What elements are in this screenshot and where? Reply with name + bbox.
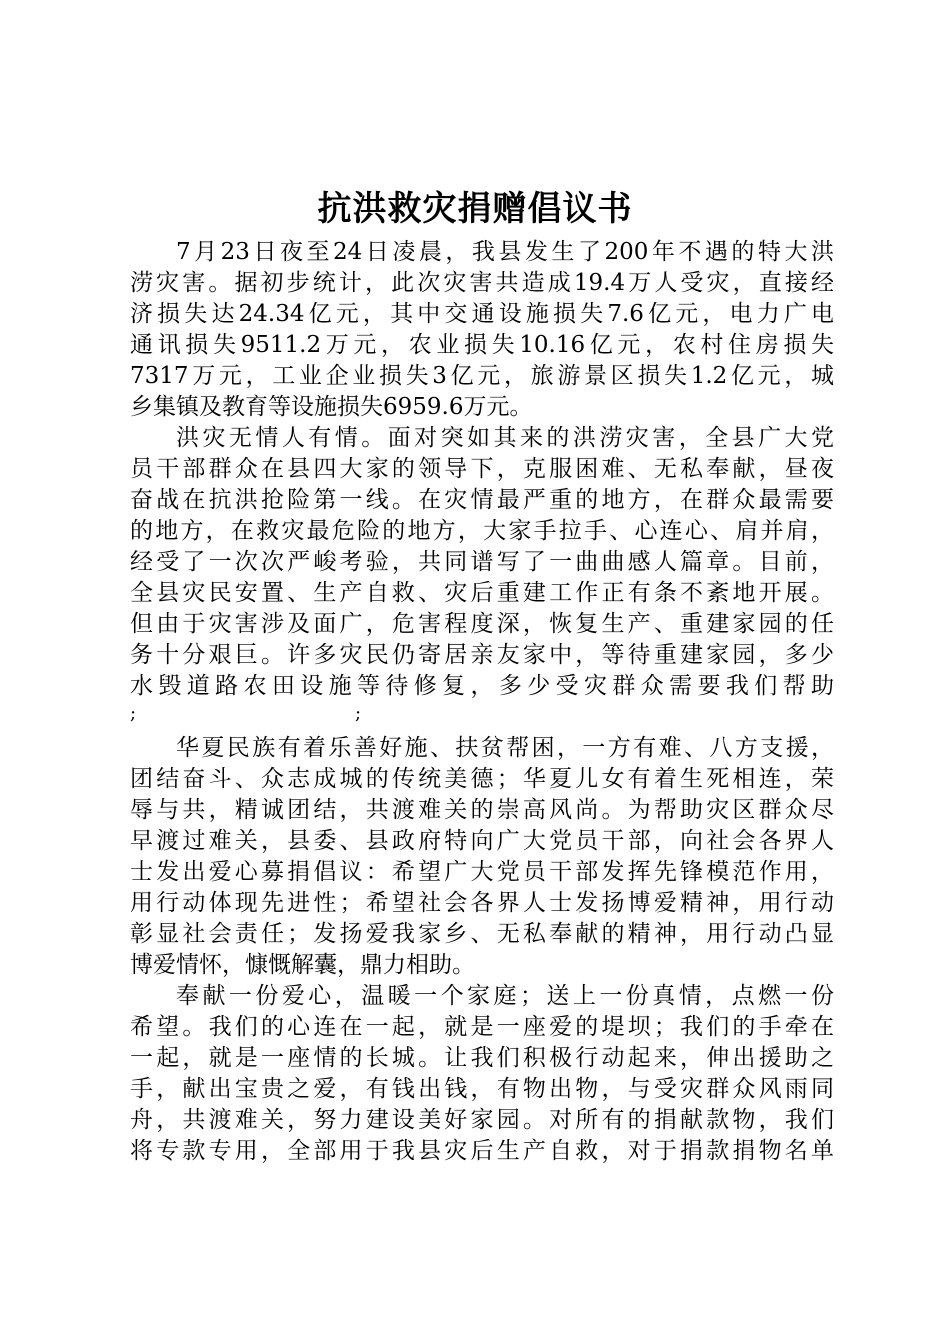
document-title: 抗洪救灾捐赠倡议书 (317, 189, 633, 229)
paragraph-4 (130, 981, 834, 1167)
paragraph-line: 用行动体现先进性；希望社会各界人士发扬博爱精神，用行动 (130, 890, 834, 916)
paragraph-line: 希望。我们的心连在一起，就是一座爱的堤坝；我们的手牵在 (130, 1014, 834, 1040)
paragraph-line: 手，献出宝贵之爱，有钱出钱，有物出物，与受灾群众风雨同 (130, 1076, 834, 1102)
paragraph-line: 乡集镇及教育等设施损失6959.6万元。 (130, 394, 533, 420)
paragraph-line: 经受了一次次严峻考验，共同谱写了一曲曲感人篇章。目前， (130, 549, 834, 575)
paragraph-line: 博爱情怀，慷慨解囊，鼎力相助。 (130, 952, 475, 978)
paragraph-line: 务十分艰巨。许多灾民仍寄居亲友家中，等待重建家园，多少 (130, 642, 834, 668)
paragraph-line: 全县灾民安置、生产自救、灾后重建工作正有条不紊地开展。 (130, 580, 834, 606)
paragraph-line: 早渡过难关，县委、县政府特向广大党员干部，向社会各界人 (130, 828, 834, 854)
paragraph-line: 通讯损失9511.2万元，农业损失10.16亿元，农村住房损失 (130, 332, 834, 358)
paragraph-1 (130, 237, 834, 423)
paragraph-line: 将专款专用，全部用于我县灾后生产自救，对于捐款捐物名单 (130, 1138, 834, 1164)
document-body (130, 237, 834, 1167)
paragraph-line: 洪灾无情人有情。面对突如其来的洪涝灾害，全县广大党 (176, 425, 834, 451)
trailing-mark: ; (130, 703, 137, 724)
paragraph-line: 彰显社会责任；发扬爱我家乡、无私奉献的精神，用行动凸显 (130, 921, 834, 947)
paragraph-line: 水毁道路农田设施等待修复，多少受灾群众需要我们帮助 (130, 673, 834, 699)
paragraph-line: 7317万元，工业企业损失3亿元，旅游景区损失1.2亿元，城 (130, 363, 834, 389)
trailing-marks-row (130, 702, 834, 733)
trailing-mark: ; (355, 703, 362, 724)
paragraph-2 (130, 423, 834, 733)
paragraph-line: 奉献一份爱心，温暖一个家庭；送上一份真情，点燃一份 (176, 983, 834, 1009)
paragraph-line: 涝灾害。据初步统计，此次灾害共造成19.4万人受灾，直接经 (130, 270, 834, 296)
paragraph-line: 奋战在抗洪抢险第一线。在灾情最严重的地方，在群众最需要 (130, 487, 834, 513)
paragraph-line: 团结奋斗、众志成城的传统美德；华夏儿女有着生死相连，荣 (130, 766, 834, 792)
paragraph-line: 辱与共，精诚团结，共渡难关的崇高风尚。为帮助灾区群众尽 (130, 797, 834, 823)
paragraph-line: 士发出爱心募捐倡议：希望广大党员干部发挥先锋模范作用， (130, 859, 834, 885)
paragraph-line: 舟，共渡难关，努力建设美好家园。对所有的捐献款物，我们 (130, 1107, 834, 1133)
paragraph-line: 员干部群众在县四大家的领导下，克服困难、无私奉献，昼夜 (130, 456, 834, 482)
paragraph-line: 7月23日夜至24日凌晨，我县发生了200年不遇的特大洪 (176, 239, 834, 265)
paragraph-line: 的地方，在救灾最危险的地方，大家手拉手、心连心、肩并肩， (130, 518, 834, 544)
paragraph-line: 但由于灾害涉及面广，危害程度深，恢复生产、重建家园的任 (130, 611, 834, 637)
paragraph-line: 华夏民族有着乐善好施、扶贫帮困，一方有难、八方支援， (176, 735, 834, 761)
paragraph-line: 一起，就是一座情的长城。让我们积极行动起来，伸出援助之 (130, 1045, 834, 1071)
paragraph-line: 济损失达24.34亿元，其中交通设施损失7.6亿元，电力广电 (130, 301, 834, 327)
paragraph-3 (130, 733, 834, 981)
